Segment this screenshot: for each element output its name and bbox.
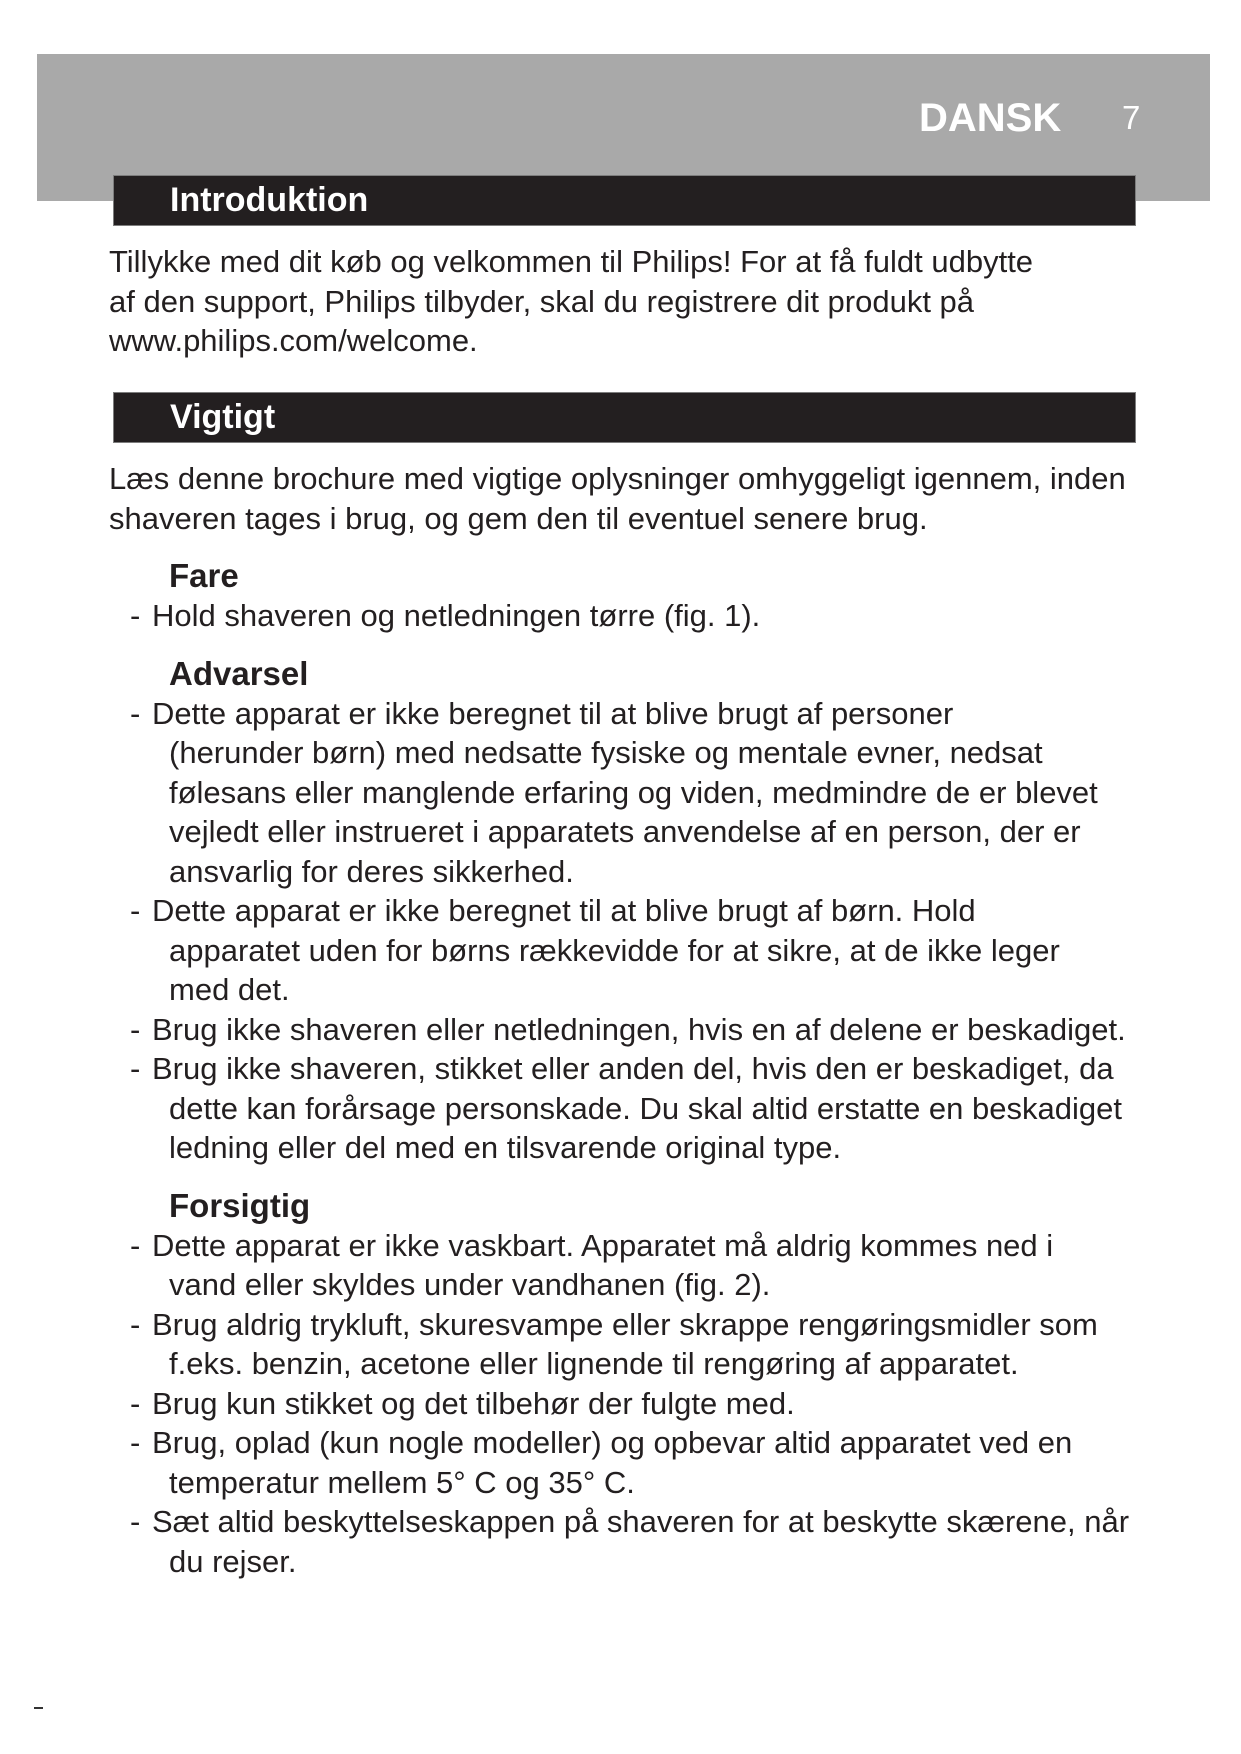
text-line: Tillykke med dit køb og velkommen til Philips! For at få fuldt udbytte [109,244,1034,279]
list-marker: - [130,1011,141,1047]
item-text: Dette apparat er ikke beregnet til at blive brugt af personer [152,695,954,731]
item-text: Dette apparat er ikke vaskbart. Apparatet må aldrig kommes ned i [152,1227,1054,1263]
text-line: (herunder børn) med nedsatte fysiske og mentale evner, nedsat [169,735,1043,770]
section-title: Vigtigt [170,398,276,436]
list-marker: - [130,1306,141,1342]
text-line: apparatet uden for børns rækkevidde for at sikre, at de ikke leger [169,932,1060,968]
text-line: af den support, Philips tilbyder, skal du registrere dit produkt på [109,283,975,319]
text-line: Læs denne brochure med vigtige oplysninger omhyggeligt igennem, inden [109,461,1126,496]
item-text: Brug aldrig trykluft, skuresvampe eller skrappe rengøringsmidler som [152,1306,1098,1342]
language-label: DANSK [919,96,1062,140]
text-line [0,1305,1241,1345]
text-line: www.philips.com/welcome. [109,323,478,358]
item-text: Brug ikke shaveren eller netledningen, hvis en af delene er beskadiget. [152,1011,1126,1047]
text-line [0,694,1241,734]
subsection-heading: Advarsel [169,655,309,692]
list-marker: - [130,1227,141,1263]
list-marker: - [130,893,141,928]
list-item [0,1384,1241,1424]
subsection-heading: Forsigtig [169,1187,311,1224]
item-text: Hold shaveren og netledningen tørre (fig. 1). [152,597,761,633]
section-bar-important [113,392,1136,443]
text-line [0,1384,1241,1424]
text-line: shaveren tages i brug, og gem den til eventuel senere brug. [109,500,928,536]
text-line: dette kan forårsage personskade. Du skal altid erstatte en beskadiget [169,1090,1122,1126]
crop-mark [34,1707,43,1709]
list-item [0,596,1241,636]
list-marker: - [130,1051,141,1086]
list-marker: - [130,597,141,633]
text-line: ansvarlig for deres sikkerhed. [169,853,574,889]
list-item [0,891,1241,1010]
text-line: vejledt eller instrueret i apparatets anvendelse af en person, der er [169,814,1081,849]
item-text: Dette apparat er ikke beregnet til at blive brugt af børn. Hold [152,893,976,928]
list-marker: - [130,1504,141,1539]
text-line [0,1423,1241,1463]
subsection-heading: Fare [169,557,239,594]
text-line: temperatur mellem 5° C og 35° C. [169,1464,635,1500]
list-item [0,1423,1241,1502]
section-warning [0,654,1241,1168]
item-text: Brug kun stikket og det tilbehør der fulgte med. [152,1385,795,1421]
text-line: f.eks. benzin, acetone eller lignende til rengøring af apparatet. [169,1346,1019,1381]
list-marker: - [130,1385,141,1421]
intro-paragraph [109,242,1033,361]
text-line: følesans eller manglende erfaring og viden, medmindre de er blevet [169,774,1098,810]
section-caution [0,1186,1241,1581]
text-line [0,1226,1241,1266]
text-line [0,1502,1241,1542]
text-line: med det. [169,972,290,1007]
section-bar-introduction [113,175,1136,226]
list-item [0,1305,1241,1384]
item-text: Brug ikke shaveren, stikket eller anden del, hvis den er beskadiget, da [152,1051,1114,1086]
text-line: ledning eller del med en tilsvarende original type. [169,1130,842,1165]
list-item [0,694,1241,892]
text-line [0,1010,1241,1050]
text-line: du rejser. [169,1543,297,1579]
list-item [0,1226,1241,1305]
item-text: Brug, oplad (kun nogle modeller) og opbevar altid apparatet ved en [152,1425,1073,1460]
list-item [0,1502,1241,1581]
section-danger [0,556,1241,635]
item-text: Sæt altid beskyttelseskappen på shaveren for at beskytte skærene, når [152,1504,1130,1539]
page-number: 7 [1122,99,1141,136]
text-line: vand eller skyldes under vandhanen (fig. 2). [169,1267,771,1302]
list-item [0,1010,1241,1050]
list-marker: - [130,1425,141,1460]
text-line [0,1049,1241,1089]
list-item [0,1049,1241,1168]
important-paragraph [109,459,1126,538]
text-line [0,891,1241,931]
list-marker: - [130,695,141,731]
text-line [0,596,1241,636]
section-title: Introduktion [170,181,369,219]
